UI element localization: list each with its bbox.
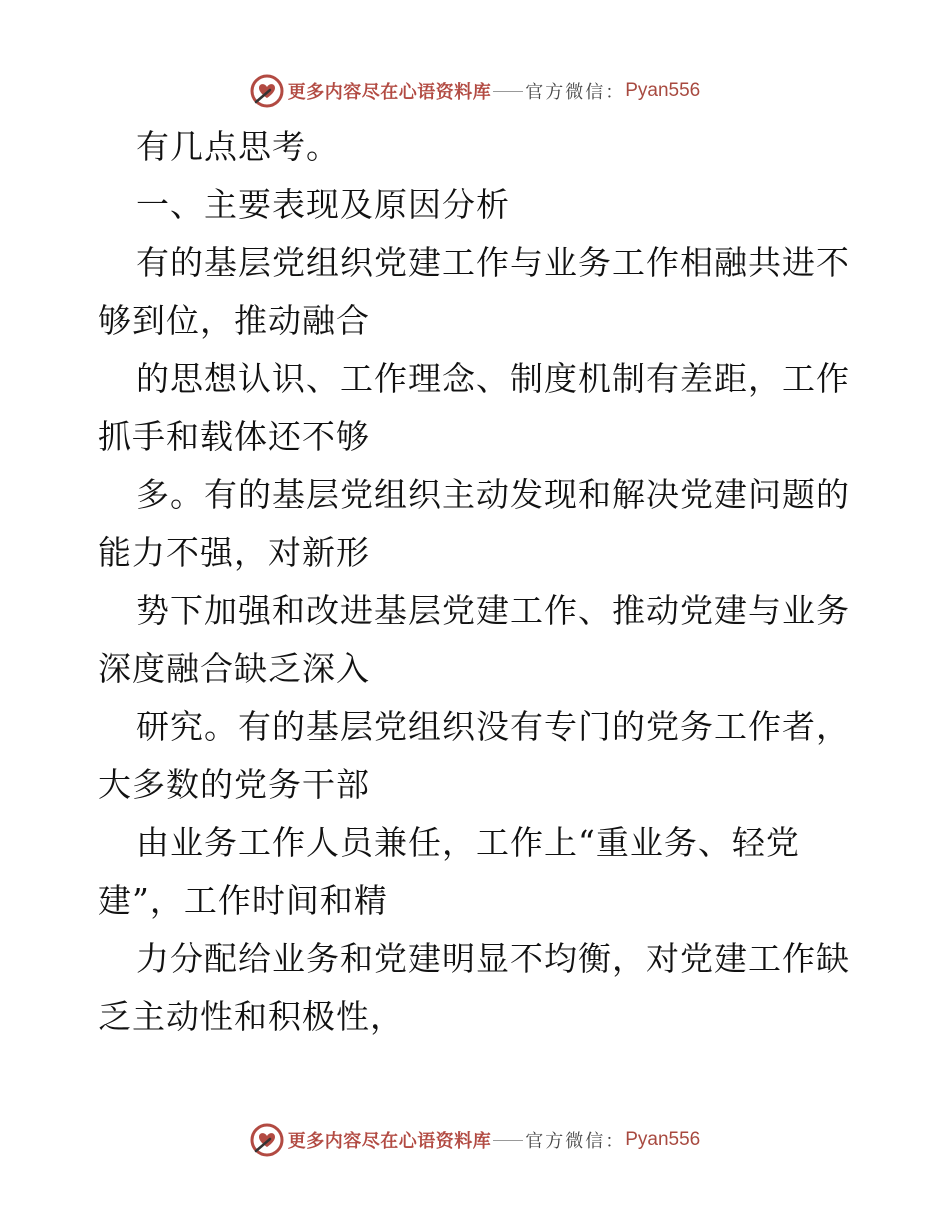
paragraph bbox=[98, 234, 858, 350]
paragraph-line: 势下加强和改进基层党建工作、推动党建与业务 bbox=[136, 591, 850, 630]
watermark-wechat-id: Pyan556 bbox=[625, 1129, 701, 1150]
watermark-wechat-id: Pyan556 bbox=[625, 80, 701, 101]
section-heading bbox=[98, 176, 858, 234]
paragraph-line: 多。有的基层党组织主动发现和解决党建问题的 bbox=[136, 475, 850, 514]
paragraph-line: 研究。有的基层党组织没有专门的党务工作者， bbox=[136, 707, 850, 746]
paragraph-line: 有的基层党组织党建工作与业务工作相融共进不 bbox=[136, 243, 850, 282]
watermark-brand: 更多内容尽在心语资料库 bbox=[287, 82, 492, 103]
paragraph-line: 的思想认识、工作理念、制度机制有差距，工作 bbox=[136, 359, 850, 398]
heart-pen-logo-icon bbox=[250, 74, 284, 108]
paragraph-line: 能力不强，对新形 bbox=[98, 533, 370, 572]
paragraph bbox=[98, 466, 858, 582]
paragraph-line: 由业务工作人员兼任，工作上“重业务、轻党 bbox=[136, 823, 800, 862]
paragraph bbox=[98, 582, 858, 698]
paragraph bbox=[98, 118, 858, 176]
paragraph-line: 够到位，推动融合 bbox=[98, 301, 370, 340]
paragraph bbox=[98, 814, 858, 930]
footer-watermark bbox=[0, 1120, 950, 1160]
paragraph bbox=[98, 698, 858, 814]
paragraph-line: 建”，工作时间和精 bbox=[98, 881, 388, 920]
paragraph-line: 抓手和载体还不够 bbox=[98, 417, 370, 456]
header-watermark bbox=[0, 71, 950, 111]
watermark-label: 官方微信： bbox=[525, 82, 626, 103]
paragraph-line: 大多数的党务干部 bbox=[98, 765, 370, 804]
watermark-brand: 更多内容尽在心语资料库 bbox=[287, 1131, 492, 1152]
document-body bbox=[98, 118, 858, 1046]
watermark-dash bbox=[493, 91, 523, 92]
paragraph bbox=[98, 930, 858, 1046]
paragraph-line: 力分配给业务和党建明显不均衡，对党建工作缺 bbox=[136, 939, 850, 978]
paragraph-line: 有几点思考。 bbox=[136, 127, 340, 166]
paragraph bbox=[98, 350, 858, 466]
paragraph-line: 乏主动性和积极性， bbox=[98, 997, 404, 1036]
paragraph-line: 深度融合缺乏深入 bbox=[98, 649, 370, 688]
heart-pen-logo-icon bbox=[250, 1123, 284, 1157]
watermark-dash bbox=[493, 1140, 523, 1141]
watermark-label: 官方微信： bbox=[525, 1131, 626, 1152]
heading-line: 一、主要表现及原因分析 bbox=[136, 185, 510, 224]
